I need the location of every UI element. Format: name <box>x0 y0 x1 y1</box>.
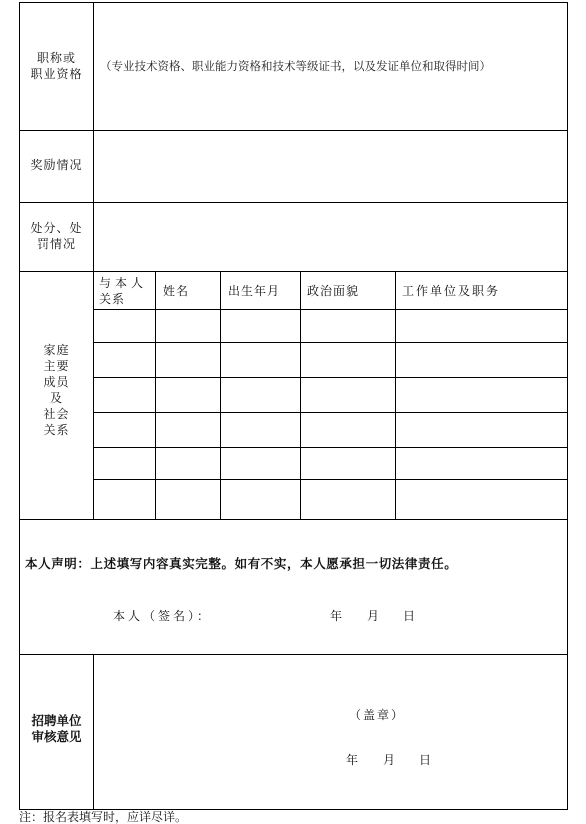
border-top <box>19 2 568 3</box>
header-relation-line1: 与本人 <box>99 276 148 290</box>
row-divider <box>19 271 568 272</box>
family-label-line: 社会 <box>43 407 70 421</box>
signature-label: 本人（签名）： <box>113 609 213 623</box>
border-right <box>567 2 568 809</box>
declaration-year: 年 <box>330 609 343 623</box>
row-divider <box>19 654 568 655</box>
family-col-line <box>395 271 396 519</box>
declaration-day: 日 <box>403 609 416 623</box>
family-label-line: 主要 <box>43 359 70 373</box>
family-label-line: 关系 <box>43 423 70 437</box>
review-year: 年 <box>346 753 359 767</box>
review-label-line1: 招聘单位 <box>31 713 82 728</box>
qualification-hint: （专业技术资格、职业能力资格和技术等级证书，以及发证单位和取得时间） <box>100 59 491 73</box>
header-work: 工作单位及职务 <box>402 284 501 298</box>
family-row-line <box>93 412 568 413</box>
punishment-label-line1: 处分、处 <box>30 221 83 235</box>
qualification-label <box>19 50 94 82</box>
row-divider <box>19 202 568 203</box>
family-label-line: 成员 <box>43 375 70 389</box>
punishment-label-line2: 罚情况 <box>36 237 76 251</box>
review-label-line2: 审核意见 <box>31 729 82 744</box>
family-col-line <box>300 271 301 519</box>
header-politics: 政治面貌 <box>307 284 360 298</box>
family-row-line <box>93 479 568 480</box>
punishment-label <box>19 220 94 252</box>
header-relation-line2: 关系 <box>99 292 126 306</box>
header-name: 姓名 <box>163 284 190 298</box>
family-row-line <box>93 342 568 343</box>
family-label-line: 家庭 <box>43 343 70 357</box>
row-divider <box>19 130 568 131</box>
family-col-line <box>155 271 156 519</box>
header-relation <box>99 275 147 307</box>
family-row-line <box>93 309 568 310</box>
family-side-label <box>19 342 94 438</box>
declaration-text: 本人声明：上述填写内容真实完整。如有不实，本人愿承担一切法律责任。 <box>25 556 458 571</box>
review-month: 月 <box>383 753 396 767</box>
review-day: 日 <box>419 753 432 767</box>
family-label-line: 及 <box>49 391 63 405</box>
awards-label: 奖励情况 <box>30 158 83 172</box>
row-divider <box>19 519 568 520</box>
review-seal: （盖章） <box>349 708 406 722</box>
family-row-line <box>93 377 568 378</box>
qualification-label-line2: 职业资格 <box>30 67 83 81</box>
header-birth: 出生年月 <box>228 284 281 298</box>
family-row-line <box>93 447 568 448</box>
footnote: 注：报名表填写时，应详尽详。 <box>19 810 188 824</box>
declaration-month: 月 <box>367 609 380 623</box>
family-col-line <box>220 271 221 519</box>
qualification-label-line1: 职称或 <box>36 51 76 65</box>
review-label <box>19 713 94 745</box>
